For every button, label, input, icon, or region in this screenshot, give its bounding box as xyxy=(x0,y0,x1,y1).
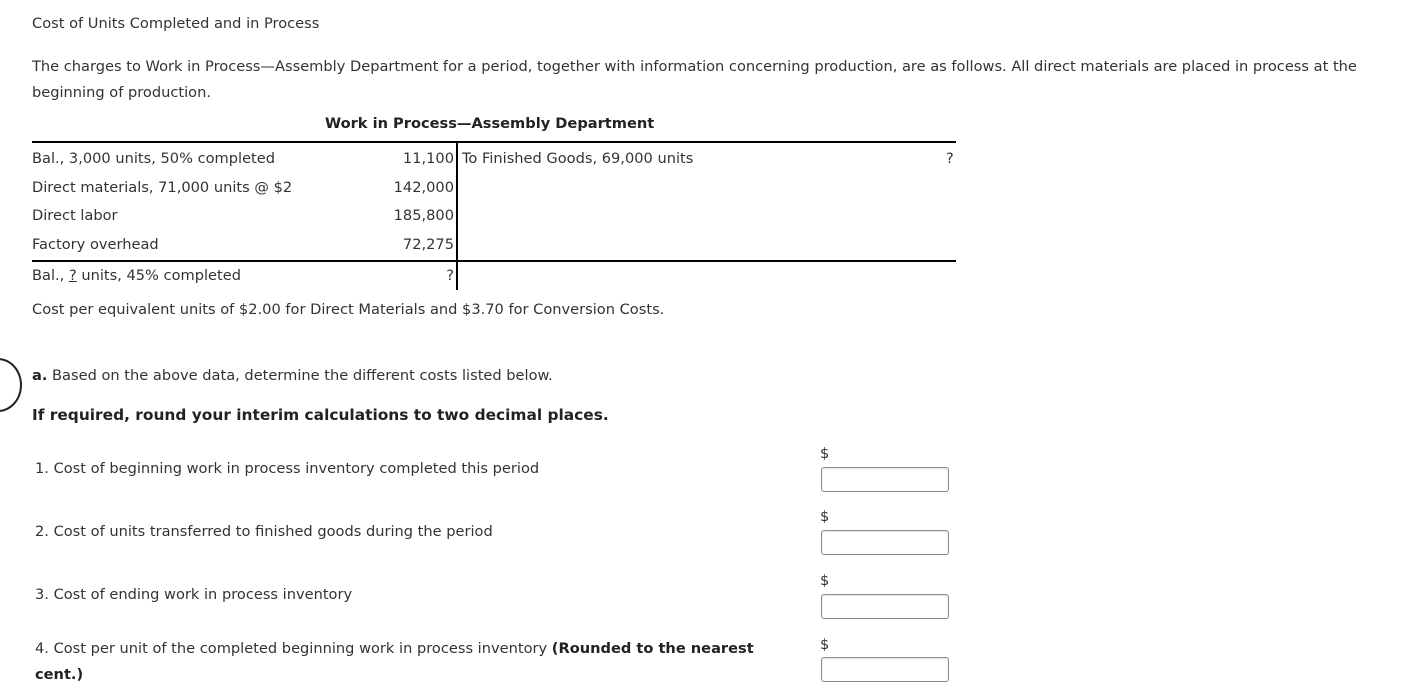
debit-label: Bal., 3,000 units, 50% completed xyxy=(32,150,276,167)
t-account-title: Work in Process—Assembly Department xyxy=(325,115,655,132)
ending-balance-suffix: units, 45% completed xyxy=(76,267,241,284)
question-3: 3. Cost of ending work in process inventory xyxy=(35,586,353,603)
debit-label: Direct labor xyxy=(32,207,118,224)
currency-symbol: $ xyxy=(820,572,830,589)
question-marker-icon xyxy=(0,358,22,412)
t-account-total-rule xyxy=(32,260,956,262)
rounding-note: If required, round your interim calculations to two decimal places. xyxy=(32,406,609,424)
ending-balance-prefix: Bal., xyxy=(32,267,69,284)
answer-input-2[interactable] xyxy=(821,530,949,555)
currency-symbol: $ xyxy=(820,636,830,653)
question-4 xyxy=(35,636,795,688)
page-title: Cost of Units Completed and in Process xyxy=(32,15,320,32)
answer-input-1[interactable] xyxy=(821,467,949,492)
debit-amount: 185,800 xyxy=(393,207,454,224)
debit-amount: 11,100 xyxy=(402,150,454,167)
ending-balance-units: ? xyxy=(68,267,77,284)
credit-label: To Finished Goods, 69,000 units xyxy=(462,150,694,167)
debit-label: Direct materials, 71,000 units @ $2 xyxy=(32,179,293,196)
question-4-text: 4. Cost per unit of the completed beginning work in process inventory xyxy=(35,640,552,657)
problem-intro: The charges to Work in Process—Assembly Department for a period, together with information concerning production, are as follows. All direct materials are placed in process at the beginning of production. xyxy=(32,58,1357,101)
question-4-rounding: (Rounded to the nearest cent.) xyxy=(35,640,754,683)
cost-per-equivalent-unit-note: Cost per equivalent units of $2.00 for Direct Materials and $3.70 for Conversion Costs. xyxy=(32,301,665,318)
question-1: 1. Cost of beginning work in process inventory completed this period xyxy=(35,460,540,477)
part-a-letter: a. xyxy=(32,367,48,384)
ending-balance-label xyxy=(32,267,241,284)
part-a-text: Based on the above data, determine the different costs listed below. xyxy=(47,367,553,384)
t-account-top-rule xyxy=(32,141,956,143)
currency-symbol: $ xyxy=(820,445,830,462)
debit-amount: 72,275 xyxy=(402,236,454,253)
debit-label: Factory overhead xyxy=(32,236,159,253)
answer-input-3[interactable] xyxy=(821,594,949,619)
part-a-instruction xyxy=(32,367,553,384)
answer-input-4[interactable] xyxy=(821,657,949,682)
t-account-divider xyxy=(456,143,458,290)
question-2: 2. Cost of units transferred to finished goods during the period xyxy=(35,523,493,540)
ending-balance-amount: ? xyxy=(446,267,454,284)
debit-amount: 142,000 xyxy=(393,179,454,196)
credit-amount: ? xyxy=(946,150,954,167)
currency-symbol: $ xyxy=(820,508,830,525)
